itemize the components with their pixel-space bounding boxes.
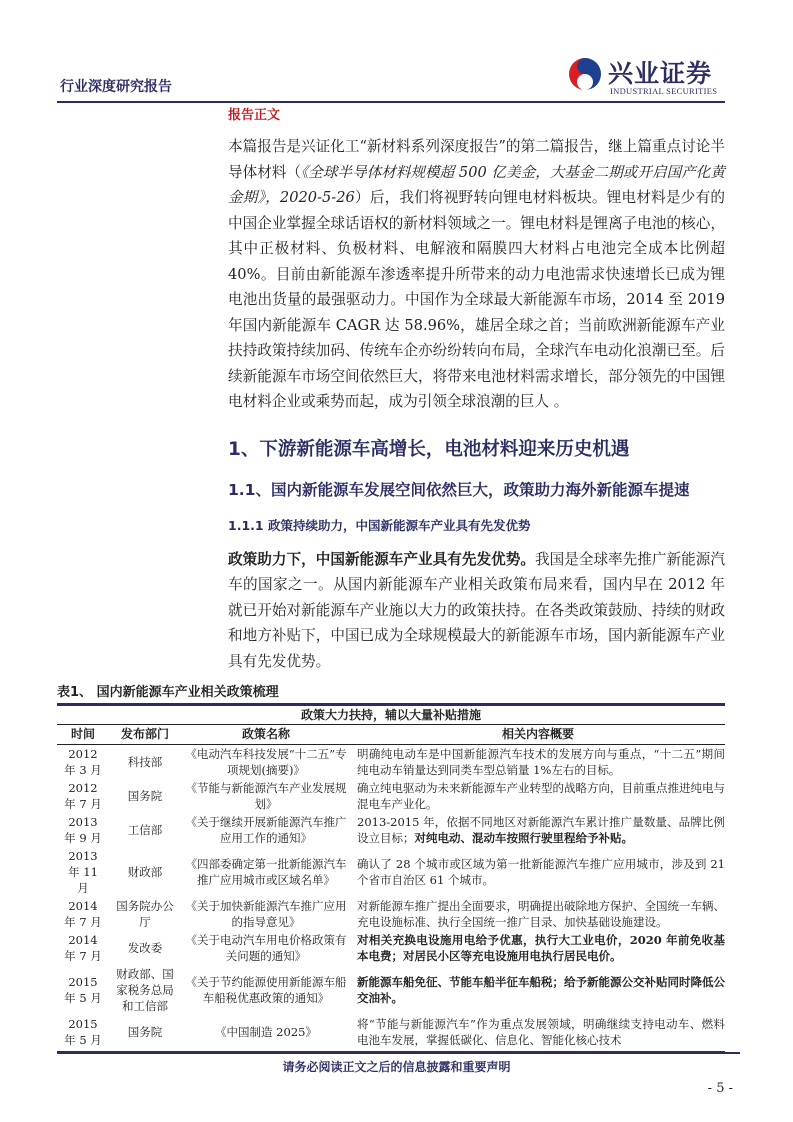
logo-english-name: INDUSTRIAL SECURITIES xyxy=(610,86,718,96)
cell-time: 2014 年 7 月 xyxy=(64,932,102,963)
content-text: 确认了 28 个城市或区域为第一批新能源汽车推广应用城市，涉及到 21 个省市自治区 61 个城市。 xyxy=(357,856,725,887)
cell-name: 《关于加快新能源汽车推广应用的指导意见》 xyxy=(185,898,347,929)
policy-text: 我国是全球率先推广新能源汽车的国家之一。从国内新能源车产业相关政策布局来看，国内早在 2012 年就已开始对新能源车产业施以大力的政策扶持。在各类政策鼓励、持续的财政和地方补贴下，中国已成为全球规模最大的新能源车市场，国内新能源车产业具有先发优势。 xyxy=(228,550,725,670)
table-body xyxy=(57,745,725,1049)
cell-content xyxy=(351,780,725,812)
heading-1-1: 1.1、国内新能源车发展空间依然巨大，政策助力海外新能源车提速 xyxy=(228,480,690,499)
cell-content xyxy=(351,856,725,888)
cell-content xyxy=(351,932,725,964)
intro-paragraph xyxy=(228,134,725,415)
table-row xyxy=(57,897,725,931)
cell-dept: 国务院 xyxy=(127,1024,163,1039)
cell-time: 2012 年 7 月 xyxy=(64,780,102,811)
cell-name: 《中国制造 2025》 xyxy=(215,1024,317,1039)
content-text: 2013-2015 年，依据不同地区对新能源汽车累计推广量数量、品牌比例设立目标； xyxy=(357,814,725,845)
heading-1-1-1: 1.1.1 政策持续助力，中国新能源车产业具有先发优势 xyxy=(228,517,531,533)
cell-dept: 财政部、国家税务总局和工信部 xyxy=(116,966,174,1013)
policy-lead: 政策助力下，中国新能源车产业具有先发优势。 xyxy=(228,550,535,568)
table-row xyxy=(57,965,725,1015)
footer-disclaimer: 请务必阅读正文之后的信息披露和重要声明 xyxy=(282,1060,511,1074)
cell-time: 2013 年 11 月 xyxy=(68,848,98,895)
cell-dept: 工信部 xyxy=(127,822,163,837)
col-header-name: 政策名称 xyxy=(241,727,290,741)
table-row xyxy=(57,931,725,965)
table-row xyxy=(57,847,725,897)
content-bold-text: 新能源车船免征、节能车船半征车船税；给予新能源公交补贴同时降低公交油补。 xyxy=(357,974,725,1005)
intro-text: 本篇报告是兴证化工“新材料系列深度报告”的第二篇报告，继上篇重点讨论半导体材料（ xyxy=(228,138,725,181)
cell-dept: 科技部 xyxy=(127,754,163,769)
content-text: 对新能源车推广提出全面要求，明确提出破除地方保护、全国统一车辆、充电设施标准、执行全国统一推广目录、加快基础设施建设。 xyxy=(357,898,725,929)
cell-time: 2012 年 3 月 xyxy=(64,746,102,777)
cell-dept: 国务院办公厅 xyxy=(116,898,174,929)
cell-name: 《电动汽车科技发展“十二五”专项规划(摘要)》 xyxy=(185,746,347,777)
policy-table xyxy=(57,706,725,1049)
page-number: - 5 - xyxy=(707,1081,733,1096)
table-caption: 政策大力扶持，辅以大量补贴措施 xyxy=(57,706,725,725)
cell-time: 2014 年 7 月 xyxy=(64,898,102,929)
cell-content xyxy=(351,814,725,846)
policy-paragraph xyxy=(228,547,725,675)
table-header-row xyxy=(57,725,725,745)
cell-name: 《节能与新能源汽车产业发展规划》 xyxy=(185,780,347,811)
col-header-dept: 发布部门 xyxy=(120,727,169,741)
cell-content xyxy=(351,898,725,930)
cell-content xyxy=(351,1016,725,1048)
cell-name: 《关于节约能源使用新能源车船车船税优惠政策的通知》 xyxy=(185,974,347,1005)
cell-name: 《四部委确定第一批新能源汽车推广应用城市或区域名单》 xyxy=(185,856,347,887)
company-logo xyxy=(568,54,733,100)
cell-name: 《关于电动汽车用电价格政策有关问题的通知》 xyxy=(185,932,347,963)
table-row xyxy=(57,745,725,779)
section-label: 报告正文 xyxy=(228,108,281,123)
header-rule xyxy=(57,101,725,103)
col-header-content: 相关内容概要 xyxy=(501,727,574,741)
cell-name: 《关于继续开展新能源汽车推广应用工作的通知》 xyxy=(185,814,347,845)
content-bold-text: 对相关充换电设施用电给予优惠，执行大工业电价，2020 年前免收基本电费；对居民小区等充电设施用电执行居民电价。 xyxy=(357,932,725,963)
table-row xyxy=(57,1015,725,1049)
table-title: 表1、 国内新能源车产业相关政策梳理 xyxy=(57,685,279,700)
cell-dept: 发改委 xyxy=(127,940,163,955)
cell-content xyxy=(351,746,725,778)
content-text: 将“节能与新能源汽车”作为重点发展领域，明确继续支持电动车、燃料电池车发展，掌握低碳化、信息化、智能化核心技术 xyxy=(357,1016,725,1047)
logo-chinese-name: 兴业证券 xyxy=(608,59,713,88)
intro-citation: 《全球半导体材料规模超 500 亿美金，大基金二期或开启国产化黄金期》，2020-5-26 xyxy=(228,163,725,206)
cell-time: 2015 年 5 月 xyxy=(64,1016,102,1047)
content-text: 确立纯电驱动为未来新能源车产业转型的战略方向，目前重点推进纯电与混电车产业化。 xyxy=(357,780,725,811)
main-content xyxy=(57,107,725,1053)
intro-text-rest: ）后，我们将视野转向锂电材料板块。锂电材料是少有的中国企业掌握全球话语权的新材料领域之一。锂电材料是锂离子电池的核心，其中正极材料、负极材料、电解液和隔膜四大材料占电池完全成本比例超 40%。目前由新能源车渗透率提升所带来的动力电池需求快速增长已成为锂电池出货量的最强驱动力。中国作为全球最大新能源车市场，2014 至 2019 年国内新能源车 CAGR 达 58.96%，雄居全球之首；当前欧洲新能源车产业扶持政策持续加码、传统车企亦纷纷转向布局，全球汽车电动化浪潮已至。后续新能源车市场空间依然巨大，将带来电池材料需求增长，部分领先的中国锂电材料企业或乘势而起，成为引领全球浪潮的巨人 。 xyxy=(228,189,725,410)
logo-mark-icon xyxy=(568,56,602,92)
cell-time: 2013 年 9 月 xyxy=(64,814,102,845)
col-header-time: 时间 xyxy=(70,727,95,741)
table-row xyxy=(57,779,725,813)
content-bold-text: 对纯电动、混动车按照行驶里程给予补贴。 xyxy=(414,830,633,845)
cell-time: 2015 年 5 月 xyxy=(64,974,102,1005)
heading-1: 1、下游新能源车高增长，电池材料迎来历史机遇 xyxy=(228,438,630,460)
cell-content xyxy=(351,974,725,1006)
footer-rule xyxy=(57,1052,740,1054)
cell-dept: 国务院 xyxy=(127,788,163,803)
report-type-label: 行业深度研究报告 xyxy=(60,79,172,95)
table-row xyxy=(57,813,725,847)
cell-dept: 财政部 xyxy=(127,864,163,879)
content-text: 明确纯电动车是中国新能源汽车技术的发展方向与重点，“十二五”期间纯电动车销量达到同类车型总销量 1%左右的目标。 xyxy=(357,746,725,777)
